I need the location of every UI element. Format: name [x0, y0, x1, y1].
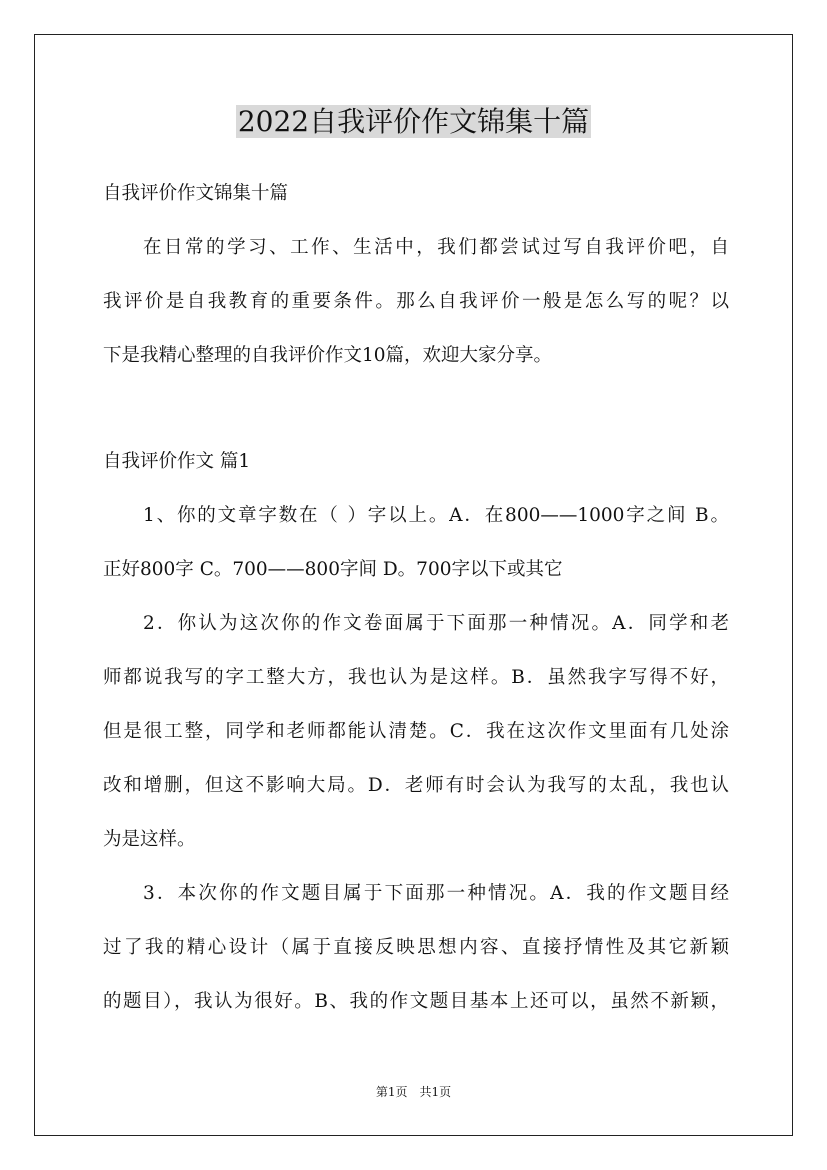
- question-2-line: 为是这样。: [103, 829, 196, 850]
- intro-line: 下是我精心整理的自我评价作文10篇，欢迎大家分享。: [103, 345, 553, 366]
- intro-line: 我评价是自我教育的重要条件。那么自我评价一般是怎么写的呢？以: [103, 291, 729, 312]
- document-title-text: 2022自我评价作文锦集十篇: [237, 105, 590, 138]
- document-subtitle: 自我评价作文锦集十篇: [103, 183, 289, 204]
- question-2-line: 2．你认为这次你的作文卷面属于下面那一种情况。A．同学和老: [143, 613, 729, 634]
- question-3-line: 的题目），我认为很好。B、我的作文题目基本上还可以，虽然不新颖，: [103, 991, 729, 1012]
- page-number: 第1页 共1页: [375, 1085, 452, 1099]
- paragraph-gap: [103, 392, 729, 444]
- question-1-line: 1、你的文章字数在（ ）字以上。A．在800——1000字之间 B。: [143, 505, 729, 526]
- question-2-line: 师都说我写的字工整大方，我也认为是这样。B．虽然我字写得不好，: [103, 667, 729, 688]
- question-3-line: 3．本次你的作文题目属于下面那一种情况。A．我的作文题目经: [143, 883, 729, 904]
- document-body: [103, 176, 729, 1038]
- question-2-line: 改和增删，但这不影响大局。D．老师有时会认为我写的太乱，我也认: [103, 775, 729, 796]
- document-title: [0, 100, 827, 144]
- section-heading: 自我评价作文 篇1: [103, 451, 251, 472]
- question-3-line: 过了我的精心设计（属于直接反映思想内容、直接抒情性及其它新颖: [103, 937, 729, 958]
- question-2-line: 但是很工整，同学和老师都能认清楚。C．我在这次作文里面有几处涂: [103, 721, 729, 742]
- question-1-line: 正好800字 C。700——800字间 D。700字以下或其它: [103, 559, 563, 580]
- intro-line: 在日常的学习、工作、生活中，我们都尝试过写自我评价吧，自: [143, 237, 729, 258]
